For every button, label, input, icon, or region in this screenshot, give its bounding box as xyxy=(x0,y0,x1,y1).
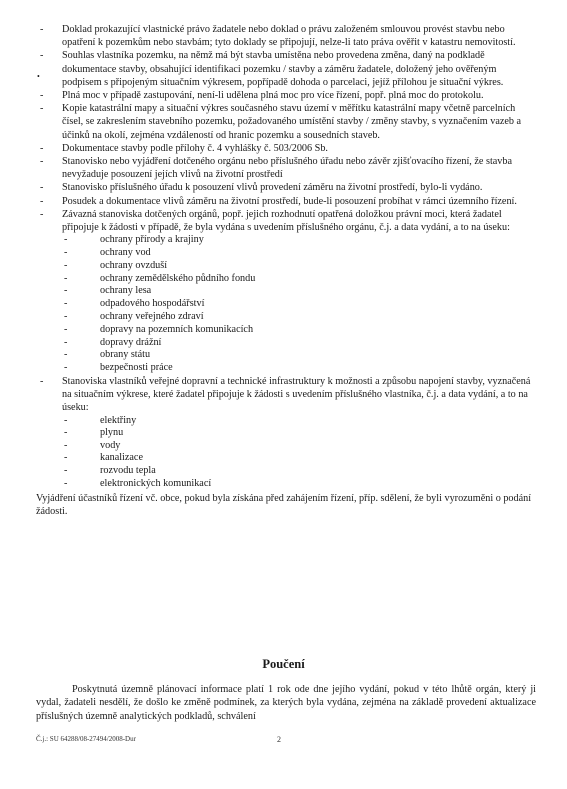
list-item xyxy=(36,208,536,375)
sublist-item xyxy=(62,324,536,337)
sublist-item-text: ochrany veřejného zdraví xyxy=(100,311,204,323)
bullet-dash: - xyxy=(40,50,44,62)
sublist-item xyxy=(62,465,536,478)
sublist-item-text: dopravy drážní xyxy=(100,336,162,348)
list-item-text: Stanovisko příslušného úřadu k posouzení vlivů provedení záměru na životní prostředí, bylo-li vydáno. xyxy=(62,182,483,194)
sublist-item-text: bezpečnosti práce xyxy=(100,362,173,374)
sublist-item xyxy=(62,427,536,440)
list-item-text: Stanoviska vlastníků veřejné dopravní a technické infrastruktury k možnosti a způsobu napojení stavby, vyznačená na situačním výkrese, které žadatel připojuje k žádosti s uvedením příslušného vlastníka, č.j. a data vydání, a to na úseku: xyxy=(62,376,531,414)
sublist-item xyxy=(62,273,536,286)
bullet-dash: - xyxy=(64,349,68,361)
sublist-item-text: obrany státu xyxy=(100,349,151,361)
sublist-item-text: plynu xyxy=(100,427,124,439)
bullet-dash: - xyxy=(40,182,44,194)
sublist-item xyxy=(62,234,536,247)
bullet-dash: - xyxy=(64,298,68,310)
bullet-dash: - xyxy=(40,208,44,220)
list-item xyxy=(36,195,536,208)
bullet-dash: - xyxy=(64,323,68,335)
list-item xyxy=(36,102,536,142)
sublist-item xyxy=(62,298,536,311)
sublist-item-text: ochrany zemědělského půdního fondu xyxy=(100,272,256,284)
sublist-item-text: elektronických komunikací xyxy=(100,477,212,489)
sublist-item-text: kanalizace xyxy=(100,452,143,464)
sublist-item xyxy=(62,349,536,362)
sublist-item-text: dopravy na pozemních komunikacích xyxy=(100,323,254,335)
section-heading: Poučení xyxy=(262,657,305,671)
sublist-item xyxy=(62,260,536,273)
bullet-dash: - xyxy=(64,427,68,439)
list-item-text: Závazná stanoviska dotčených orgánů, popř. jejich rozhodnutí opatřená doložkou právní moci, která žadatel připojuje k žádosti v případě, že byla vydána s uvedením příslušného orgánu, č.j. a data vydání, a to na úseku: xyxy=(62,208,510,234)
sublist-item-text: ochrany vod xyxy=(100,247,151,259)
bullet-dash: - xyxy=(64,414,68,426)
bullet-dash: - xyxy=(40,90,44,102)
sublist-item-text: odpadového hospodářství xyxy=(100,298,205,310)
sublist-authorities xyxy=(62,234,536,375)
bullet-dash: - xyxy=(40,156,44,168)
reference-number: Č.j.: SU 64288/08-27494/2008-Dur xyxy=(36,735,136,743)
attachments-list xyxy=(36,23,536,519)
sublist-infrastructure xyxy=(62,415,536,491)
list-item-text: Plná moc v případě zastupování, není-li udělena plná moc pro více řízení, popř. plná moc do protokolu. xyxy=(62,90,484,102)
list-item xyxy=(36,23,536,49)
list-item xyxy=(36,155,536,181)
list-item xyxy=(36,49,536,89)
sublist-item xyxy=(62,452,536,465)
sublist-item xyxy=(62,415,536,428)
sublist-item-text: ochrany lesa xyxy=(100,285,152,297)
scan-mark: • xyxy=(37,72,40,81)
bullet-dash: - xyxy=(64,311,68,323)
sublist-item-text: vody xyxy=(100,439,121,451)
page-number: 2 xyxy=(277,735,281,744)
list-item-text: Doklad prokazující vlastnické právo žadatele nebo doklad o právu založeném smlouvou provést stavbu nebo opatření k pozemkům nebo stavbám; tyto doklady se připojují, nelze-li tato práva ověřit v katastru nemovitostí. xyxy=(62,24,516,49)
bullet-dash: - xyxy=(40,195,44,207)
bullet-dash: - xyxy=(64,285,68,297)
list-item-text: Dokumentace stavby podle přílohy č. 4 vyhlášky č. 503/2006 Sb. xyxy=(62,142,328,154)
sublist-item-text: ochrany ovzduší xyxy=(100,259,168,271)
list-item-text: Souhlas vlastníka pozemku, na němž má být stavba umístěna nebo provedena změna, daný na podkladě dokumentace stavby, obsahující identifikaci pozemku / stavby a záměru žadatele, doložený jeho ověřeným podpisem s připojeným situačním výkresem, popřípadě dohoda o parcelaci, jejíž přílohou je situační výkres. xyxy=(62,50,504,88)
bullet-dash: - xyxy=(64,439,68,451)
bullet-dash: - xyxy=(64,336,68,348)
notice-paragraph: Poskytnutá územně plánovací informace platí 1 rok ode dne jejího vydání, pokud v této lhůtě orgán, který ji vydal, žadateli nesdělí, že došlo ke změně podmínek, za kterých byla vydána, zejména na základě provedení aktualizace příslušných územně analytických podkladů, schválení xyxy=(36,684,536,722)
bullet-dash: - xyxy=(64,362,68,374)
bullet-dash: - xyxy=(64,247,68,259)
closing-paragraph: Vyjádření účastníků řízení vč. obce, pokud byla získána před zahájením řízení, příp. sdělení, že byli vyrozuměni o podání žádosti. xyxy=(36,493,532,518)
list-item xyxy=(36,89,536,102)
bullet-dash: - xyxy=(64,477,68,489)
sublist-item-text: rozvodu tepla xyxy=(100,465,156,476)
list-item xyxy=(36,181,536,194)
sublist-item-text: elektřiny xyxy=(100,414,137,426)
list-item-text: Kopie katastrální mapy a situační výkres současného stavu území v měřítku katastrální mapy včetně parcelních čísel, se zakreslením stavebního pozemku, požadovaného umístění stavby / změny stavby, s vyznačením vazeb a účinků na okolí, zejména vzdáleností od hranic pozemku a sousedních staveb. xyxy=(62,103,522,141)
bullet-dash: - xyxy=(64,259,68,271)
sublist-item-text: ochrany přírody a krajiny xyxy=(100,234,204,246)
sublist-item xyxy=(62,337,536,350)
sublist-item xyxy=(62,362,536,375)
bullet-dash: - xyxy=(40,24,44,35)
bullet-dash: - xyxy=(64,465,68,476)
list-item-text: Posudek a dokumentace vlivů záměru na životní prostředí, bude-li posouzení probíhat v rámci územního řízení. xyxy=(62,195,517,207)
list-item-text: Stanovisko nebo vyjádření dotčeného orgánu nebo příslušného úřadu nebo závěr zjišťovacího řízení, že stavba nevyžaduje posouzení jejích vlivů na životní prostředí xyxy=(62,156,513,181)
bullet-dash: - xyxy=(64,452,68,464)
sublist-item xyxy=(62,311,536,324)
bullet-dash: - xyxy=(40,103,44,115)
bullet-dash: - xyxy=(64,234,68,246)
sublist-item xyxy=(62,440,536,453)
bullet-dash: - xyxy=(40,142,44,154)
list-item xyxy=(36,375,536,490)
sublist-item xyxy=(62,285,536,298)
bullet-dash: - xyxy=(64,272,68,284)
sublist-item xyxy=(62,247,536,260)
bullet-dash: - xyxy=(40,376,44,388)
sublist-item xyxy=(62,478,536,491)
list-item xyxy=(36,142,536,155)
